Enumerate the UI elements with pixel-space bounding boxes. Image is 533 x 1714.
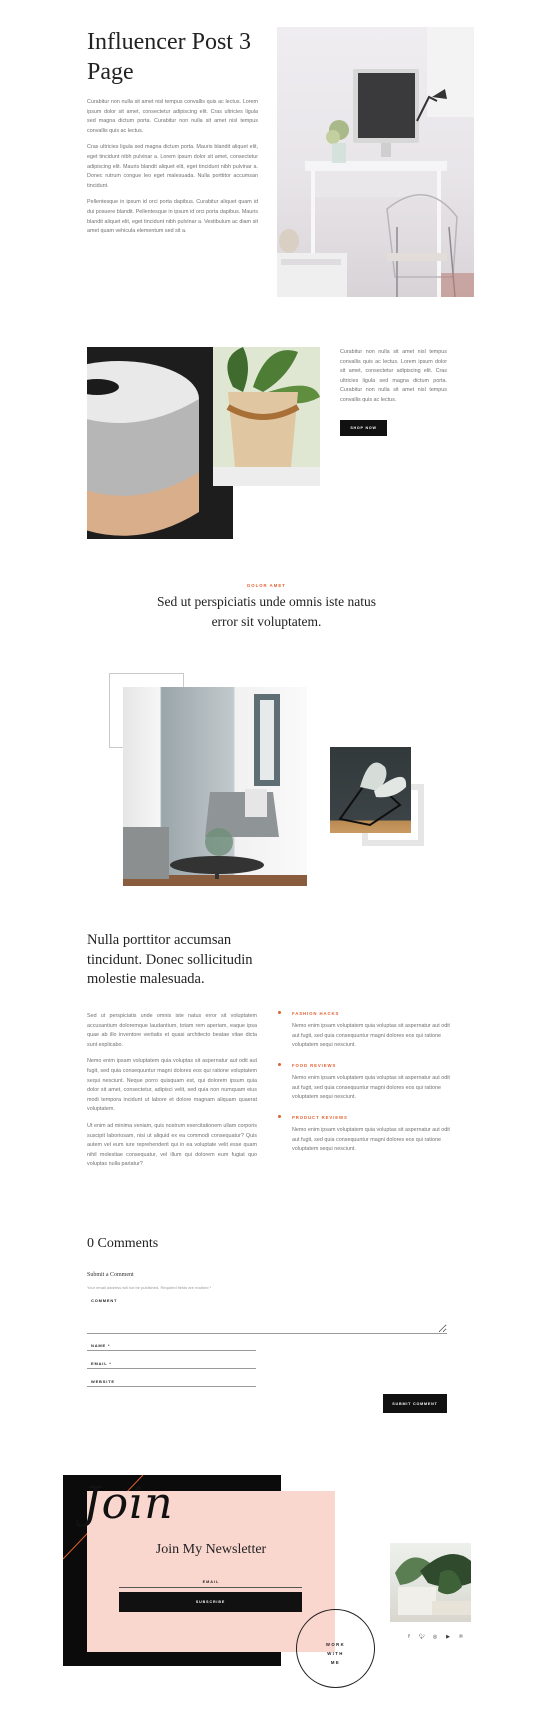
subscribe-button[interactable]: SUBSCRIBE: [119, 1592, 302, 1612]
terrarium-illustration: [330, 747, 411, 833]
pull-quote: Sed ut perspiciatis unde omnis iste natus error sit voluptatem.: [157, 594, 376, 629]
work-with-me-word: ME: [330, 1660, 341, 1665]
facebook-icon[interactable]: f: [408, 1634, 410, 1640]
hero-paragraph: Curabitur non nulla sit amet nisl tempus convallis quis ac lectus. Lorem ipsum dolor sit amet, consectetur adipiscing elit. Cras ultricies ligula sed magna dictum porta. Curabitur non nulla sit amet nisl tempus convallis quis ac lectus.: [87, 99, 258, 134]
planter-illustration: [87, 347, 233, 539]
quote-eyebrow: DOLOR AMET: [247, 583, 286, 588]
feature-item: [292, 1063, 452, 1103]
newsletter-plant-photo: [390, 1543, 471, 1622]
living-room-illustration: [123, 687, 307, 886]
submit-comment-button[interactable]: SUBMIT COMMENT: [383, 1394, 447, 1413]
website-label: WEBSITE: [91, 1379, 115, 1384]
feature-item: [292, 1115, 452, 1155]
newsletter-email-label: EMAIL: [202, 1580, 220, 1584]
comment-form-note: Your email address will not be published. Required fields are marked *: [87, 1285, 212, 1290]
name-input[interactable]: [87, 1343, 256, 1351]
comment-form-title: Submit a Comment: [87, 1272, 134, 1278]
comment-label: COMMENT: [91, 1298, 118, 1303]
article-title: Nulla porttitor accumsan tincidunt. Donec sollicitudin molestie malesuada.: [87, 932, 253, 987]
newsletter-email-input[interactable]: [119, 1580, 302, 1588]
feature-item: [292, 1011, 452, 1051]
terrarium-image: [330, 747, 411, 833]
feature-text: Nemo enim ipsam voluptatem quia voluptas sit aspernatur aut odit aut fugit, sed quia consequuntur magni dolores eos qui ratione voluptatem sequi nesciunt.: [292, 1075, 450, 1101]
bullet-icon: [278, 1011, 281, 1014]
planter-detail-image: [87, 347, 233, 539]
shop-now-button[interactable]: SHOP NOW: [340, 420, 387, 436]
email-input[interactable]: [87, 1361, 256, 1369]
comments-count: 0 Comments: [87, 1236, 159, 1251]
feature-text: Nemo enim ipsam voluptatem quia voluptas sit aspernatur aut odit aut fugit, sed quia consequuntur magni dolores eos qui ratione voluptatem sequi nesciunt.: [292, 1023, 450, 1049]
feature-title: FOOD REVIEWS: [292, 1063, 337, 1068]
hero-paragraph: Cras ultricies ligula sed magna dictum porta. Mauris blandit aliquet elit, eget tincidunt nibh pulvinar a. Lorem ipsum dolor sit amet, consectetur adipiscing elit. Mauris blandit aliquet elit, eget tincidunt nibh pulvinar a. Donec rutrum congue leo eget malesuada. Nulla porttitor accumsan tincidunt.: [87, 144, 258, 189]
plant-photo-illustration: [390, 1543, 471, 1622]
feature-text: Nemo enim ipsam voluptatem quia voluptas sit aspernatur aut odit aut fugit, sed quia consequuntur magni dolores eos qui ratione voluptatem sequi nesciunt.: [292, 1127, 450, 1153]
hero-text: [87, 98, 258, 244]
desk-illustration: [277, 27, 474, 297]
work-with-me-word: WITH: [327, 1651, 344, 1656]
hero-paragraph: Pellentesque in ipsum id orci porta dapibus. Curabitur aliquet quam id dui posuere blandit. Pellentesque in ipsum id orci porta dapibus. Mauris blandit aliquet elit, eget tincidunt nibh pulvinar a. Vestibulum ac diam sit amet quam vehicula elementum sed sit a.: [87, 199, 258, 235]
twitter-icon[interactable]: 🐦︎: [418, 1634, 426, 1640]
hero-desk-image: [277, 27, 474, 297]
article-paragraph: Nemo enim ipsam voluptatem quia voluptas sit aspernatur aut odit aut fugit, sed quia consequuntur magni dolores eos qui ratione voluptatem sequi nesciunt. Neque porro quisquam est, qui dolorem ipsum quia dolor sit amet, consectetur, adipisci velit, sed quia non numquam eius modi tempora incidunt ut labore et dolore magnam aliquam quaerat voluptatem.: [87, 1058, 257, 1113]
living-room-image: [123, 687, 307, 886]
website-input[interactable]: [87, 1379, 256, 1387]
plant-illustration: [213, 347, 320, 486]
plant-pot-image: [213, 347, 320, 486]
work-with-me-word: WORK: [325, 1642, 346, 1647]
join-script-heading: Join: [83, 1478, 174, 1529]
bullet-icon: [278, 1063, 281, 1066]
section2-text: Curabitur non nulla sit amet nisl tempus convallis quis ac lectus. Lorem ipsum dolor sit amet, consectetur adipiscing elit. Cras ultricies ligula sed magna dictum porta. Curabitur non nulla sit amet nisl tempus convallis quis ac lectus.: [340, 349, 447, 403]
article-body: [87, 1012, 257, 1177]
name-label: NAME *: [91, 1343, 111, 1348]
article-paragraph: Sed ut perspiciatis unde omnis iste natus error sit voluptatem accusantium doloremque laudantium, totam rem aperiam, eaque ipsa quae ab illo inventore veritatis et quasi architecto beatae vitae dicta sunt explicabo.: [87, 1013, 257, 1048]
email-label: EMAIL *: [91, 1361, 112, 1366]
comment-textarea[interactable]: [87, 1306, 447, 1334]
bullet-icon: [278, 1115, 281, 1118]
work-with-me-link[interactable]: [296, 1640, 375, 1667]
newsletter-title: Join My Newsletter: [155, 1542, 267, 1557]
pinterest-icon[interactable]: ℗: [459, 1634, 463, 1640]
feature-title: FASHION HACKS: [292, 1011, 340, 1016]
instagram-icon[interactable]: ◎: [432, 1634, 438, 1640]
feature-title: PRODUCT REVIEWS: [292, 1115, 348, 1120]
youtube-icon[interactable]: ▶: [446, 1634, 450, 1640]
social-links: [405, 1634, 475, 1640]
article-paragraph: Ut enim ad minima veniam, quis nostrum exercitationem ullam corporis suscipit laboriosam, nisi ut aliquid ex ea commodi consequatur? Quis autem vel eum iure reprehenderit qui in ea voluptate velit esse quam nihil molestiae consequatur, vel illum qui dolorem eum fugiat quo voluptas nulla pariatur?: [87, 1122, 257, 1168]
page-title: Influencer Post 3 Page: [87, 29, 251, 85]
